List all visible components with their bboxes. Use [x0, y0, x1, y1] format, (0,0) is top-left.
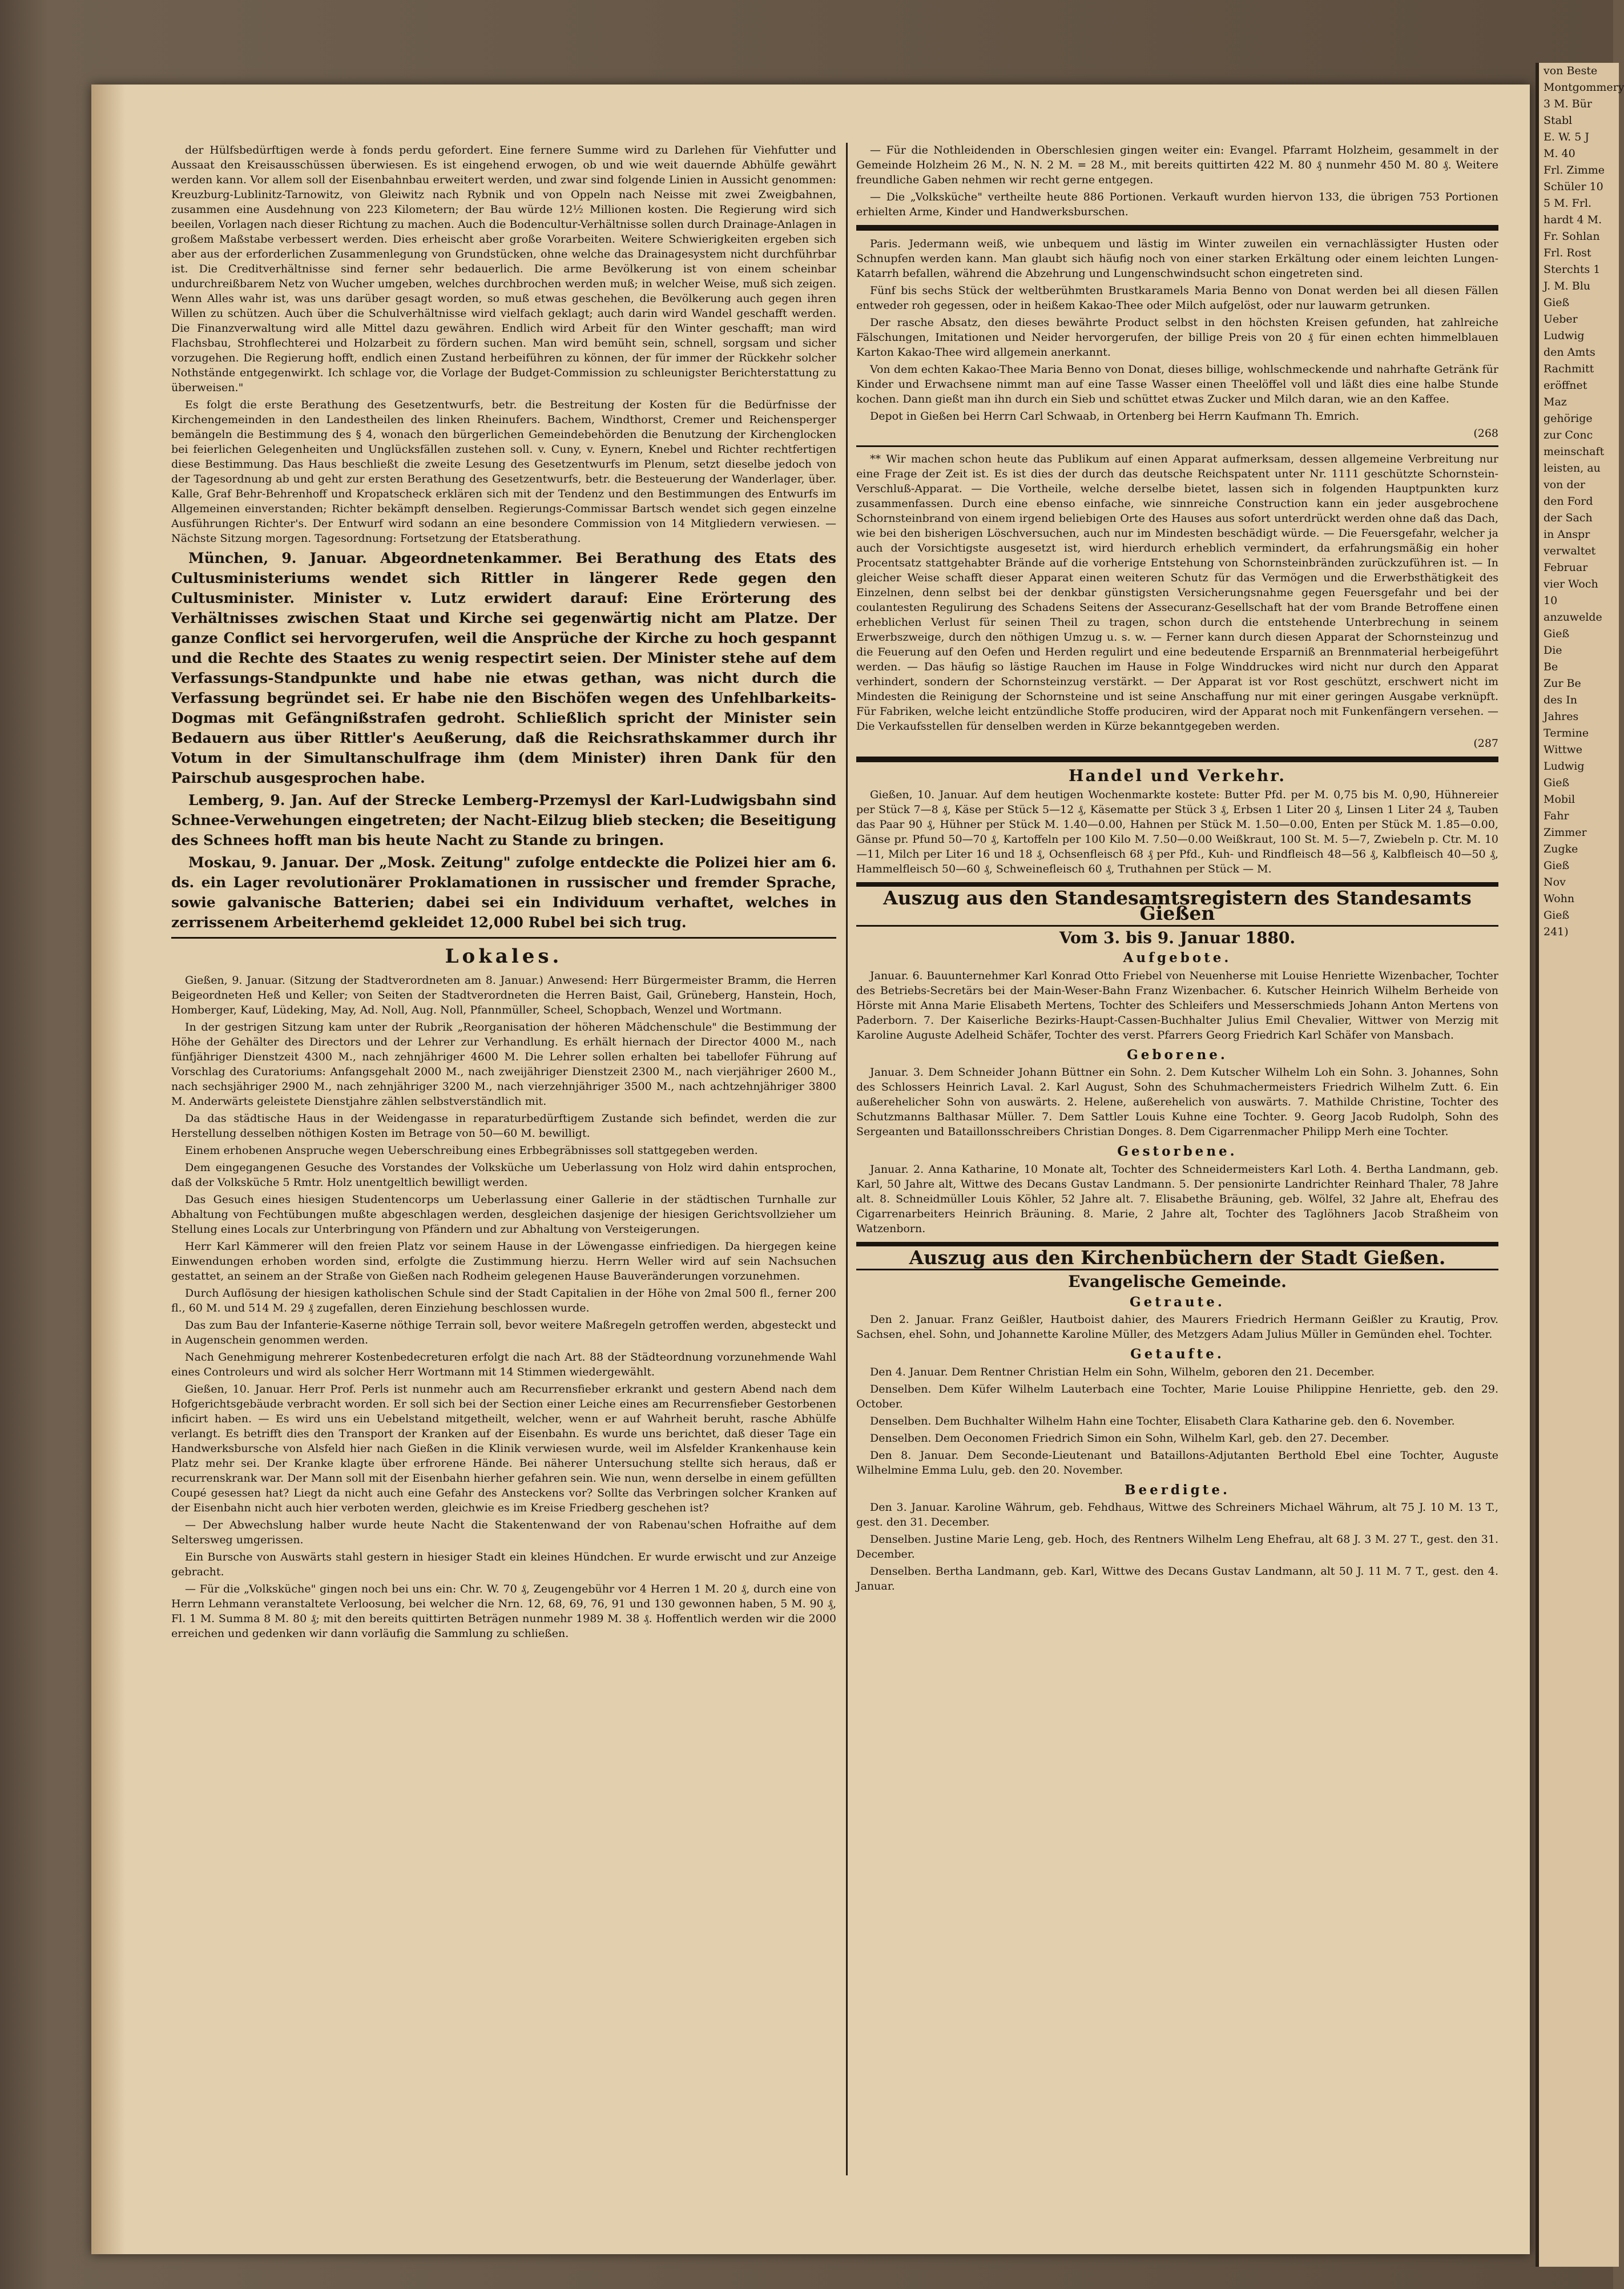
getraute-text: Den 2. Januar. Franz Geißler, Hautboist dahier, des Maurers Friedrich Hermann Geißler zu Krautig, Prov. Sachsen, ehel. Sohn, und Johannette Karoline Müller, des Metzgers Adam Julius Müller in Gemünden ehel. Tochter.: [856, 1313, 1498, 1341]
adjacent-page-fragment-line: der Sach: [1544, 512, 1593, 524]
adjacent-page-fragment-line: von der: [1544, 478, 1585, 491]
ad-apparat-ref: [856, 736, 1498, 751]
getraute-section: [856, 1312, 1498, 1342]
adjacent-page-fragment-line: 10: [1544, 594, 1558, 607]
standesamt-period: Vom 3. bis 9. Januar 1880.: [1059, 928, 1296, 947]
lokales-heading: Lokales.: [445, 945, 563, 968]
lokales-paragraph: In der gestrigen Sitzung kam unter der Rubrik „Reorganisation der höheren Mädchenschule" die Bestimmung der Höhe der Gehälter des Directors und der Lehrer zur Verhandlung. Es erhält hiernach der Director 4000 M., nach fünfjähriger Dienstzeit 4300 M., nach zehnjähriger 4600 M. Die Lehrer sollen erhalten bei tabellofer Führung auf Vorschlag des Curatoriums: Anfangsgehalt 2000 M., nach zweijähriger Dienstzeit 2300 M., nach vierjähriger 2600 M., nach sechsjähriger 2900 M., nach zehnjähriger 3200 M., nach vierzehnjähriger 3500 M., nach achtzehnjähriger 3800 M. Anderwärts geleistete Dienstjahre zählen selbstverständlich mit.: [171, 1020, 836, 1108]
adjacent-page-fragment-line: Sterchts 1: [1544, 263, 1601, 276]
getraute-heading: Getraute.: [1130, 1294, 1225, 1310]
adjacent-page-fragment-line: den Ford: [1544, 495, 1593, 508]
beerdigte-entry: Denselben. Justine Marie Leng, geb. Hoch, des Rentners Wilhelm Leng Ehefrau, alt 68 J. 3 M. 27 T., gest. den 31. December.: [856, 1533, 1498, 1560]
adjacent-page-fragment-line: gehörige: [1544, 412, 1593, 425]
ad-paris-paragraph: Von dem echten Kakao-Thee Maria Benno von Donat, dieses billige, wohlschmeckende und nahrhafte Getränk für Kinder und Erwachsene nimmt man auf eine Tasse Wasser einen Theelöffel voll und läßt dies eine halbe Stunde kochen. Dann gießt man ihn durch ein Sieb und schüttet etwas Zucker und Milch daran, wie an den Kaffee.: [856, 363, 1498, 405]
getaufte-entry: Den 8. Januar. Dem Seconde-Lieutenant und Bataillons-Adjutanten Berthold Ebel eine Tochter, Auguste Wilhelmine Emma Lulu, geb. den 20. November.: [856, 1449, 1498, 1477]
adjacent-page-fragment-line: Rachmitt: [1544, 363, 1594, 375]
lokales-paragraph: Gießen, 10. Januar. Herr Prof. Perls ist nunmehr auch am Recurrensfieber erkrankt und gestern Abend nach dem Hofgerichtsgebäude verbracht worden. Er soll sich bei der Section einer Leiche eines am Recurrensfieber Gestorbenen inficirt haben. — Es wird uns ein Uebelstand mitgetheilt, welcher, wenn er auf Wahrheit beruht, rasche Abhülfe verlangt. Es betrifft dies den Transport der Kranken auf der Eisenbahn. Es wurde uns berichtet, daß dieser Tage ein Handwerksbursche von Alsfeld hier nach Gießen in die Klinik verwiesen wurde, weil im Alsfelder Krankenhause kein Platz mehr sei. Der Kranke klagte über erfrorene Hände. Bei näherer Untersuchung stellte sich heraus, daß er recurrenskrank war. Der Mann soll mit der Eisenbahn hierher gefahren sein. Wie nun, wenn derselbe in einem gefüllten Coupé gesessen hat? Liegt da nicht auch eine Gefahr des Ansteckens vor? Sollte das Verbringen solcher Kranken auf der Eisenbahn nicht auch hier verboten werden, gleichwie es im Kreise Friedberg geschehen ist?: [171, 1382, 836, 1514]
adjacent-page-fragment-line: Fahr: [1544, 810, 1569, 822]
adjacent-page-fragment-line: Nov: [1544, 876, 1566, 888]
muenchen-text: München, 9. Januar. Abgeordnetenkammer. Bei Berathung des Etats des Cultusministeriums wendet sich Rittler in längerer Rede gegen den Cultusminister. Minister v. Lutz erwidert darauf: Eine Erörterung des Verhältnisses zwischen Staat und Kirche sei gegenwärtig nicht am Platze. Der ganze Conflict sei hervorgerufen, weil die Ansprüche der Kirche zu hoch gespannt und die Rechte des Staates zu wenig respectirt seien. Der Minister stehe auf dem Verfassungs-Standpunkte und habe nie etwas gethan, was nicht durch die Verfassung begründet sei. Er habe nie den Bischöfen wegen des Unfehlbarkeits-Dogmas mit Gefängnißstrafen gedroht. Schließlich spricht der Minister sein Bedauern aus über Rittler's Aeußerung, daß die Reichsrathskammer durch ihr Votum in der Simultanschulfrage ihm (dem Minister) ihren Dank für den Pairschub ausgesprochen habe.: [171, 550, 836, 786]
getaufte-entry: Denselben. Dem Oeconomen Friedrich Simon ein Sohn, Wilhelm Karl, geb. den 27. December.: [870, 1431, 1389, 1445]
adjacent-page-fragment-line: den Amts: [1544, 346, 1595, 359]
aufgebote-section: [856, 968, 1498, 1043]
adjacent-page-fragment-line: Zugke: [1544, 843, 1578, 855]
adjacent-page-fragment-line: des In: [1544, 694, 1577, 706]
aufgebote-heading: Aufgebote.: [1123, 950, 1232, 966]
adjacent-page-fragment-line: Fr. Sohlan: [1544, 230, 1600, 243]
adjacent-page-fragment-line: vier Woch: [1544, 578, 1598, 590]
adjacent-page-fragment-line: Ludwig: [1544, 329, 1585, 342]
adjacent-page-fragment: [1536, 63, 1624, 2267]
adjacent-page-fragment-line: Ludwig: [1544, 760, 1585, 773]
intro-paragraph: der Hülfsbedürftigen werde à fonds perdu gefordert. Eine fernere Summe wird zu Darlehen für Viehfutter und Aussaat den Kreisausschüssen überwiesen. Es ist eingehend erwogen, ob und wie weit dauernde Abhülfe gewährt werden kann. Vor allem soll der Eisenbahnbau erweitert werden, und zwar sind folgende Linien in Aussicht genommen: Kreuzburg-Lublinitz-Tarnowitz, von Gleiwitz nach Rybnik und von Oppeln nach Neisse mit zwei Zweigbahnen, zusammen eine Ausdehnung von 223 Kilometern; der Bau würde 12½ Millionen kosten. Die Regierung wird sich beeilen, Vorlagen nach dieser Richtung zu machen. Auch die Bodencultur-Verhältnisse sollen durch Drainage-Anlagen in großem Maßstabe verbessert werden. Dies erheischt aber große Vorarbeiten. Weitere Schwierigkeiten ergeben sich aber aus der erforderlichen Zusammenlegung von Grundstücken, ohne welche das Drainagesystem nicht durchführbar ist. Die Creditverhältnisse sind ferner sehr bedauerlich. Die arme Bevölkerung ist von einem scheinbar undurchreißbarem Netz von Wucher umgeben, welches durchbrochen werden muß; in welcher Weise, muß sich zeigen. Wenn Alles wahr ist, was uns darüber gesagt worden, so muß etwas geschehen, die Bevölkerung auch gegen ihren Willen zu schützen. Auch über die Schulverhältnisse wird vielfach geklagt; auch darin wird Wandel geschafft werden. Die Finanzverwaltung wird alle Mittel dazu gewähren. Endlich wird Arbeit für den Winter geschafft; man wird Flachsbau, Strohflechterei und Holzarbeit zu fördern suchen. Man wird bemüht sein, schnell, sorgsam und sicher vorzugehen. Die Regierung hofft, endlich einen Zustand herbeiführen zu können, der für immer der Rückkehr solcher Nothstände entgegenwirkt. Ich schlage vor, die Vorlage der Budget-Commission zu schleunigster Berichterstattung zu überweisen.": [171, 144, 836, 394]
article-muenchen: [171, 548, 836, 932]
adjacent-page-fragment-line: von Beste: [1544, 65, 1598, 77]
adjacent-page-fragment-line: zur Conc: [1544, 429, 1593, 441]
ad-apparat: [856, 452, 1498, 734]
beerdigte-entry: Den 3. Januar. Karoline Währum, geb. Fehdhaus, Wittwe des Schreiners Michael Währum, alt 75 J. 10 M. 13 T., gest. den 31. December.: [856, 1501, 1498, 1528]
getaufte-entry: Den 4. Januar. Dem Rentner Christian Helm ein Sohn, Wilhelm, geboren den 21. December.: [870, 1365, 1375, 1378]
lokales-paragraphs: [171, 973, 836, 1641]
notices-top: [856, 143, 1498, 219]
ad-paris-paragraph: Depot in Gießen bei Herrn Carl Schwaab, in Ortenberg bei Herrn Kaufmann Th. Emrich.: [870, 410, 1359, 423]
lokales-paragraph: Durch Auflösung der hiesigen katholischen Schule sind der Stadt Capitalien in der Höhe von 2mal 500 fl., ferner 200 fl., 60 M. und 514 M. 29 ₰ zugefallen, deren Einziehung beschlossen wurde.: [171, 1286, 836, 1314]
gestorbene-heading: Gestorbene.: [1117, 1144, 1238, 1159]
notice-volkskueche: — Die „Volksküche" vertheilte heute 886 Portionen. Verkauft wurden hiervon 133, die übrigen 753 Portionen erhielten Arme, Kinder und Handwerksburschen.: [856, 191, 1498, 218]
evangelisch-heading: Evangelische Gemeinde.: [1068, 1272, 1287, 1291]
adjacent-page-fragment-line: Schüler 10: [1544, 180, 1603, 193]
ad-paris-paragraph: Der rasche Absatz, den dieses bewährte Product selbst in den höchsten Kreisen gefunden, hat zahlreiche Fälschungen, Imitationen und Neider hervorgerufen, der billige Preis von 20 ₰ für einen echten himmelblauen Karton Kakao-Thee wird allgemein anerkannt.: [856, 316, 1498, 359]
gestorbene-text: Januar. 2. Anna Katharine, 10 Monate alt, Tochter des Schneidermeisters Karl Loth. 4. Bertha Landmann, geb. Karl, 50 Jahre alt, Wittwe des Decans Gustav Landmann. 5. Der pensionirte Landrichter Reinhard Thaler, 78 Jahre alt. 8. Schneidmüller Louis Köhler, 52 Jahre alt. 7. Elisabethe Bräuning, geb. Wölfel, 32 Jahre alt, Ehefrau des Cigarrenarbeiters Heinrich Bräuning. 8. Marie, 2 Jahre alt, Tochter des Taglöhners Jacob Straßheim von Watzenborn.: [856, 1162, 1498, 1235]
beerdigte-section: [856, 1500, 1498, 1594]
lokales-paragraph: Dem eingegangenen Gesuche des Vorstandes der Volksküche um Ueberlassung von Holz wird dahin entsprochen, daß der Volksküche 5 Rmtr. Holz unentgeltlich bewilligt werden.: [171, 1161, 836, 1189]
column-divider: [846, 143, 848, 2175]
adjacent-page-fragment-line: verwaltet: [1544, 545, 1596, 557]
adjacent-page-fragment-line: Frl. Zimme: [1544, 164, 1605, 176]
section-divider: [171, 937, 836, 939]
adjacent-page-fragment-line: Gieß: [1544, 777, 1570, 789]
section-divider: [856, 757, 1498, 762]
gestorbene-section: [856, 1162, 1498, 1236]
adjacent-page-fragment-line: Zimmer: [1544, 826, 1587, 839]
adjacent-page-fragment-line: Be: [1544, 661, 1558, 673]
adjacent-page-fragment-line: 5 M. Frl.: [1544, 197, 1592, 210]
lemberg-text: Lemberg, 9. Jan. Auf der Strecke Lemberg-Przemysl der Karl-Ludwigsbahn sind Schnee-Verwehungen eingetreten; der Nacht-Eilzug blieb stecken; die Beseitigung des Schnees hofft man bis heute Nacht zu Stande zu bringen.: [171, 792, 836, 848]
kirchen-heading: Auszug aus den Kirchenbüchern der Stadt Gießen.: [856, 1242, 1498, 1271]
adjacent-page-fragment-line: anzuwelde: [1544, 611, 1602, 623]
adjacent-page-fragment-line: Mobil: [1544, 793, 1575, 806]
adjacent-page-fragment-line: Ueber: [1544, 313, 1578, 325]
lokales-paragraph: Das Gesuch eines hiesigen Studentencorps um Ueberlassung einer Gallerie in der städtischen Turnhalle zur Abhaltung von Fechtübungen mußte abgeschlagen werden, desgleichen dasjenige der hiesigen Gerichtsvollzieher um Stellung eines Locals zur Unterbringung von Pfändern und zur Abhaltung von Versteigerungen.: [171, 1193, 836, 1236]
left-column: [171, 143, 836, 1643]
moskau-text: Moskau, 9. Januar. Der „Mosk. Zeitung" zufolge entdeckte die Polizei hier am 6. ds. ein Lager revolutionärer Proklamationen in russischer und fremder Sprache, sowie galvanische Batterien; dabei sei ein Individuum verhaftet, welches in zerrissenem Arbeiterhemd gekleidet 12,000 Rubel bei sich trug.: [171, 854, 836, 931]
adjacent-page-fragment-line: meinschaft: [1544, 445, 1605, 458]
beerdigte-entry: Denselben. Bertha Landmann, geb. Karl, Wittwe des Decans Gustav Landmann, alt 50 J. 11 M. 7 T., gest. den 4. Januar.: [856, 1565, 1498, 1592]
adjacent-page-fragment-line: Zur Be: [1544, 677, 1581, 690]
lokales-paragraph: Herr Karl Kämmerer will den freien Platz vor seinem Hause in der Löwengasse einfriedigen. Da hiergegen keine Einwendungen erhoben worden sind, erfolgte die Zustimmung hierzu. Herrn Weller wird auf sein Nachsuchen gestattet, an seinem an der Straße von Gießen nach Rodheim gelegenen Hause Bauveränderungen vorzunehmen.: [171, 1240, 836, 1282]
getaufte-entry: Denselben. Dem Buchhalter Wilhelm Hahn eine Tochter, Elisabeth Clara Katharine geb. den 6. November.: [870, 1414, 1455, 1427]
adjacent-page-fragment-line: Gieß: [1544, 909, 1570, 922]
adjacent-page-fragment-line: Februar: [1544, 561, 1588, 574]
adjacent-page-fragment-line: 241): [1544, 926, 1569, 938]
handel-heading: Handel und Verkehr.: [1069, 766, 1286, 785]
getaufte-entry: Denselben. Dem Küfer Wilhelm Lauterbach eine Tochter, Marie Louise Philippine Henriette, geb. den 29. October.: [856, 1382, 1498, 1410]
beerdigte-heading: Beerdigte.: [1125, 1482, 1230, 1498]
lokales-paragraph: Da das städtische Haus in der Weidengasse in reparaturbedürftigem Zustande sich befindet, werden die zur Herstellung desselben nöthigen Kosten im Betrage von 50—60 M. bewilligt.: [171, 1112, 836, 1140]
adjacent-page-fragment-line: Montgommery: [1544, 81, 1624, 94]
ad-paris-paragraph: Paris. Jedermann weiß, wie unbequem und lästig im Winter zuweilen ein vernachlässigter Husten oder Schnupfen werden kann. Man glaubt sich häufig noch von einer starken Erkältung oder einem leichten Lungen-Katarrh befallen, während die Abzehrung und Lungenschwindsucht schon eingetreten sind.: [856, 238, 1498, 280]
getaufte-heading: Getaufte.: [1130, 1346, 1224, 1362]
ad-paris-paragraph: Fünf bis sechs Stück der weltberühmten Brustkaramels Maria Benno von Donat werden bei all diesen Fällen entweder roh gegessen, oder in heißem Kakao-Thee oder Milch aufgelöst, oder nur lauwarm getrunken.: [856, 284, 1498, 312]
geborene-section: [856, 1065, 1498, 1139]
adjacent-page-fragment-line: Termine: [1544, 727, 1589, 739]
ad-paris-ref-text: (268: [1473, 427, 1498, 440]
adjacent-page-fragment-line: Gieß: [1544, 859, 1570, 872]
getaufte-section: [856, 1365, 1498, 1478]
adjacent-page-fragment-line: Stabl: [1544, 114, 1573, 127]
ad-paris: [856, 236, 1498, 424]
lokales-paragraph: — Der Abwechslung halber wurde heute Nacht die Stakentenwand der von Rabenau'schen Hofraithe auf dem Seltersweg umgerissen.: [171, 1518, 836, 1546]
lokales-paragraph: Ein Bursche von Auswärts stahl gestern in hiesiger Stadt ein kleines Hündchen. Er wurde erwischt und zur Anzeige gebracht.: [171, 1550, 836, 1578]
handel-text: Gießen, 10. Januar. Auf dem heutigen Wochenmarkte kostete: Butter Pfd. per M. 0,75 bis M. 0,90, Hühnereier per Stück 7—8 ₰, Käse per Stück 5—12 ₰, Käsematte per Stück 3 ₰, Erbsen 1 Liter 20 ₰, Linsen 1 Liter 24 ₰, Tauben das Paar 90 ₰, Hühner per Stück M. 1.40—0.00, Hahnen per Stück M. 1.50—0.00, Enten per Stück M. 1.85—0.00, Gänse pr. Pfund 50—70 ₰, Kartoffeln per 100 Kilo M. 7.50—0.00 Weißkraut, 100 St. M. 5—7, Zwiebeln p. Ctr. M. 10—11, Milch per Liter 16 und 18 ₰, Ochsenfleisch 68 ₰ per Pfd., Kuh- und Rindfleisch 48—56 ₰, Kalbfleisch 40—50 ₰, Hammelfleisch 50—60 ₰, Schweinefleisch 60 ₰, Truthahnen per Stück — M.: [856, 788, 1498, 875]
adjacent-page-fragment-line: leisten, au: [1544, 462, 1601, 474]
adjacent-page-fragment-line: Wittwe: [1544, 743, 1583, 756]
ad-divider: [856, 445, 1498, 447]
adjacent-page-fragment-line: J. M. Blu: [1544, 280, 1591, 292]
lokales-paragraph: Nach Genehmigung mehrerer Kostenbedecreturen erfolgt die nach Art. 88 der Städteordnung vorzunehmende Wahl eines Controleurs und wird als solcher Herr Wortmann mit 14 Stimmen wiedergewählt.: [171, 1350, 836, 1378]
lokales-paragraph: Das zum Bau der Infanterie-Kaserne nöthige Terrain soll, bevor weitere Maßregeln getroffen werden, abgesteckt und in Augenschein genommen werden.: [171, 1318, 836, 1346]
adjacent-page-fragment-line: in Anspr: [1544, 528, 1590, 541]
lokales-paragraph: Einem erhobenen Anspruche wegen Ueberschreibung eines Erbbegräbnisses soll stattgegeben werden.: [185, 1144, 758, 1157]
right-column: [856, 143, 1498, 1596]
intro-paragraphs: [171, 143, 836, 546]
lokales-paragraph: — Für die „Volksküche" gingen noch bei uns ein: Chr. W. 70 ₰, Zeugengebühr vor 4 Herren 1 M. 20 ₰, durch eine von Herrn Lehmann veranstaltete Verloosung, bei welcher die Nrn. 12, 68, 69, 76, 91 und 130 gewonnen haben, 5 M. 90 ₰, Fl. 1 M. Summa 8 M. 80 ₰; mit den bereits quittirten Beträgen nunmehr 1989 M. 38 ₰. Hoffentlich werden wir die 2000 erreichen und gedenken wir dann vorläufig die Sammlung zu schließen.: [171, 1582, 836, 1640]
intro-paragraph: Es folgt die erste Berathung des Gesetzentwurfs, betr. die Bestreitung der Kosten für die Bedürfnisse der Kirchengemeinden in den Landestheilen des linken Rheinufers. Bachem, Windthorst, Cremer und Reichensperger bemängeln die Bestimmung des § 4, wonach den bürgerlichen Gemeindebehörden die Benutzung der Kirchenglocken bei feierlichen Gelegenheiten und Unglücksfällen zustehen soll. v. Cuny, v. Eynern, Knebel und Richter rechtfertigen diese Bestimmung. Das Haus beschließt die zweite Lesung des Gesetzentwurfs im Plenum, setzt dieselbe jedoch von der Tagesordnung ab und geht zur ersten Berathung des Gesetzentwurfs, betr. die Besteuerung der Wanderlager, über. Kalle, Graf Behr-Behrenhoff und Kropatscheck erklären sich mit der Tendenz und den Bestimmungen des Entwurfs im Allgemeinen einverstanden; Richter bekämpft denselben. Regierungs-Commissar Bartsch wendet sich gegen einzelne Ausführungen Richter's. Der Entwurf wird sodann an eine besondere Commission von 14 Mitgliedern verwiesen. — Nächste Sitzung morgen. Tagesordnung: Fortsetzung der Etatsberathung.: [171, 399, 836, 545]
adjacent-page-fragment-line: 3 M. Bür: [1544, 98, 1592, 110]
adjacent-page-fragment-line: Frl. Rost: [1544, 247, 1591, 259]
ad-paris-ref: [856, 426, 1498, 441]
adjacent-page-fragment-line: Wohn: [1544, 892, 1575, 905]
adjacent-page-fragment-line: Jahres: [1544, 710, 1579, 723]
adjacent-page-fragment-line: hardt 4 M.: [1544, 214, 1602, 226]
aufgebote-text: Januar. 6. Bauunternehmer Karl Konrad Otto Friebel von Neuenherse mit Louise Henriette Wizenbacher, Tochter des Betriebs-Secretärs bei der Main-Weser-Bahn Franz Wizenbacher. 6. Kutscher Heinrich Wilhelm Berheide von Hörste mit Anna Marie Elisabeth Mertens, Tochter des Schleifers und Messerschmieds Johann Anton Mertens von Paderborn. 7. Der Kaiserliche Bezirks-Haupt-Cassen-Buchhalter Julius Emil Chevalier, Wittwer von Merzig mit Karoline Auguste Adelheid Schäfer, Tochter des verst. Pfarrers Georg Friedrich Karl Schäfer von Mansbach.: [856, 969, 1498, 1041]
geborene-text: Januar. 3. Dem Schneider Johann Büttner ein Sohn. 2. Dem Kutscher Wilhelm Loh ein Sohn. 3. Johannes, Sohn des Schlossers Heinrich Laval. 2. Karl August, Sohn des Schuhmachermeisters Friedrich Wilhelm Zutt. 6. Ein außerehelicher Sohn von auswärts. 2. Helene, außerehelich von auswärts. 7. Mathilde Christine, Tochter des Schutzmanns Balthasar Müller. 7. Dem Sattler Louis Kuhne eine Tochter. 9. Georg Jacob Rudolph, Sohn des Sergeanten und Bataillonsschreibers Christian Donges. 8. Dem Cigarrenmacher Philipp Merh eine Tochter.: [856, 1066, 1498, 1138]
ad-divider: [856, 225, 1498, 231]
handel-section: [856, 787, 1498, 876]
adjacent-page-fragment-line: M. 40: [1544, 147, 1575, 160]
adjacent-page-fragment-line: Maz: [1544, 396, 1567, 408]
adjacent-page-fragment-line: Gieß: [1544, 296, 1570, 309]
lokales-paragraph: Gießen, 9. Januar. (Sitzung der Stadtverordneten am 8. Januar.) Anwesend: Herr Bürgermeister Bramm, die Herren Beigeordneten Heß und Keller; von Seiten der Stadtverordneten die Herren Baist, Gail, Grüneberg, Hanstein, Hoch, Homberger, Kauf, Lüdeking, May, Ad. Noll, Aug. Noll, Pfannmüller, Scheel, Schopbach, Wenzel und Wortmann.: [171, 973, 836, 1016]
geborene-heading: Geborene.: [1127, 1047, 1228, 1063]
standesamt-heading: Auszug aus den Standesamtsregistern des Standesamts Gießen: [856, 882, 1498, 927]
adjacent-page-fragment-line: Die: [1544, 644, 1562, 657]
ad-apparat-ref-text: (287: [1473, 737, 1498, 750]
ad-apparat-paragraph: ** Wir machen schon heute das Publikum auf einen Apparat aufmerksam, dessen allgemeine Verbreitung nur eine Frage der Zeit ist. Es ist dies der durch das deutsche Reichspatent unter Nr. 1111 geschützte Schornstein-Verschluß-Apparat. — Die Vortheile, welche derselbe bietet, lassen sich in folgenden Hauptpunkten kurz zusammenfassen. Durch eine ebenso einfache, wie sinnreiche Construction kann ein jeder ausgebrochene Schornsteinbrand von einem irgend beliebigen Orte des Hauses aus sofort unterdrückt werden ohne daß das Dach, wie bei den bisherigen Löschversuchen, auch nur im Mindesten beschädigt würde. — Die Feuersgefahr, welcher ja auch der Vorsichtigste ausgesetzt ist, wird hierdurch erheblich vermindert, da erfahrungsmäßig ein hoher Procentsatz stattgehabter Brände auf die vorherige Entstehung von Schornsteinbränden zurückzuführen ist. — In gleicher Weise schafft dieser Apparat einen weiteren Schutz für das Vermögen und die Erwerbsthätigkeit des Einzelnen, denn selbst bei der denkbar günstigsten Versicherungsnahme gegen Feuersgefahr und bei der coulantesten Regulirung des Schadens Seitens der Assecuranz-Gesellschaft hat der vom Brande Betroffene einen erheblichen Verlust für seinen Theil zu tragen, schon durch die entstehende Unterbrechung in seinem Erwerbszweige, durch den nöthigen Umzug u. s. w. — Ferner kann durch diesen Apparat der Schornsteinzug und die Feuerung auf den Oefen und Herden regulirt und eine bedeutende Ersparniß an Brennmaterial herbeigeführt werden. — Das häufig so lästige Rauchen im Hause in Folge Winddruckes wird nicht nur durch den Apparat verhindert, sondern der Schornsteinzug verstärkt. — Der Apparat ist vor Rost geschützt, erschwert nicht im Mindesten die Reinigung der Schornsteine und ist seine Anschaffung nur mit einer geringen Ausgabe verknüpft. Für Fabriken, welche leicht entzündliche Stoffe produciren, wird der Apparat noch mit Funkenfängern versehen. — Die Verkaufsstellen für denselben werden in Kürze bekanntgegeben werden.: [856, 453, 1498, 733]
page-binding-edge: [91, 85, 126, 2254]
adjacent-page-fragment-line: eröffnet: [1544, 379, 1587, 392]
notice-oberschlesien: — Für die Nothleidenden in Oberschlesien gingen weiter ein: Evangel. Pfarramt Holzheim, gesammelt in der Gemeinde Holzheim 26 M., N. N. 2 M. = 28 M., mit bereits quittirten 422 M. 80 ₰ nunmehr 450 M. 80 ₰. Weitere freundliche Gaben nehmen wir recht gerne entgegen.: [856, 144, 1498, 186]
adjacent-page-fragment-line: Gieß: [1544, 627, 1570, 640]
adjacent-page-fragment-line: E. W. 5 J: [1544, 131, 1589, 143]
